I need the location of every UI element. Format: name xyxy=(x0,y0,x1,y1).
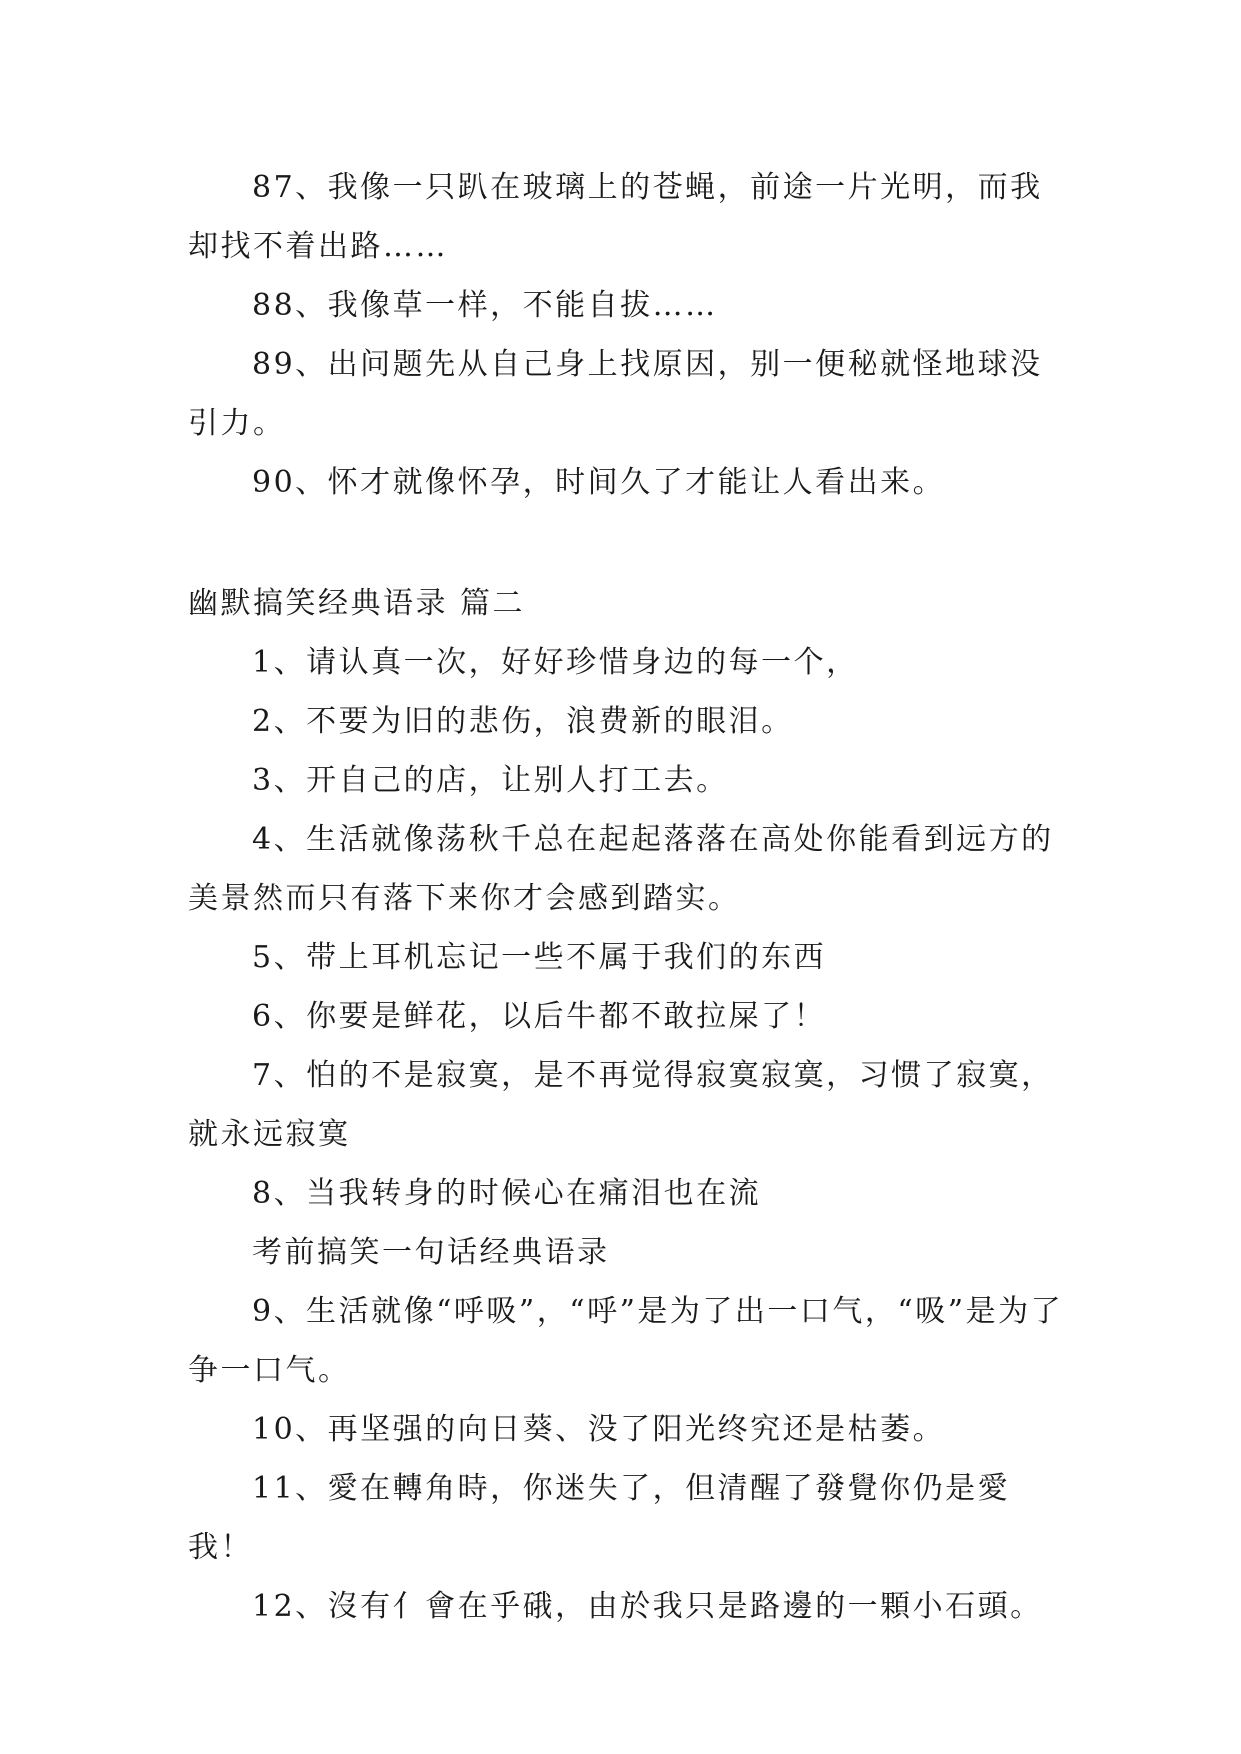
quote-10: 10、再坚强的向日葵、没了阳光终究还是枯萎。 xyxy=(252,1412,946,1447)
quote-2: 2、不要为旧的悲伤，浪费新的眼泪。 xyxy=(252,704,794,739)
quote-87: 87、我像一只趴在玻璃上的苍蝇，前途一片光明，而我却找不着出路…… xyxy=(188,170,1043,264)
quote-1: 1、请认真一次，好好珍惜身边的每一个， xyxy=(252,645,859,680)
quote-89: 89、出问题先从自己身上找原因，别一便秘就怪地球没引力。 xyxy=(188,347,1043,441)
section-gap xyxy=(188,512,1068,574)
quote-88: 88、我像草一样，不能自拔…… xyxy=(252,288,718,323)
section-heading: 幽默搞笑经典语录 篇二 xyxy=(188,586,526,621)
quote-4: 4、生活就像荡秋千总在起起落落在高处你能看到远方的美景然而只有落下来你才会感到踏实。 xyxy=(188,822,1054,916)
quote-3: 3、开自己的店，让别人打工去。 xyxy=(252,763,729,798)
quote-7: 7、怕的不是寂寞，是不再觉得寂寞寂寞，习惯了寂寞，就永远寂寞 xyxy=(188,1058,1054,1152)
subheading: 考前搞笑一句话经典语录 xyxy=(252,1235,610,1270)
quote-9: 9、生活就像“呼吸”，“呼”是为了出一口气，“吸”是为了争一口气。 xyxy=(188,1294,1064,1388)
document-page xyxy=(188,158,1068,1636)
quote-11: 11、愛在轉角時，你迷失了，但清醒了發覺你仍是愛我！ xyxy=(188,1471,1011,1565)
quote-6: 6、你要是鲜花，以后牛都不敢拉屎了！ xyxy=(252,999,827,1034)
quote-5: 5、带上耳机忘记一些不属于我们的东西 xyxy=(252,940,827,975)
quote-90: 90、怀才就像怀孕，时间久了才能让人看出来。 xyxy=(252,465,946,500)
quote-12: 12、沒有亻會在乎硪，由於我只是路邊的一顆小石頭。 xyxy=(252,1589,1043,1624)
quote-8: 8、当我转身的时候心在痛泪也在流 xyxy=(252,1176,762,1211)
